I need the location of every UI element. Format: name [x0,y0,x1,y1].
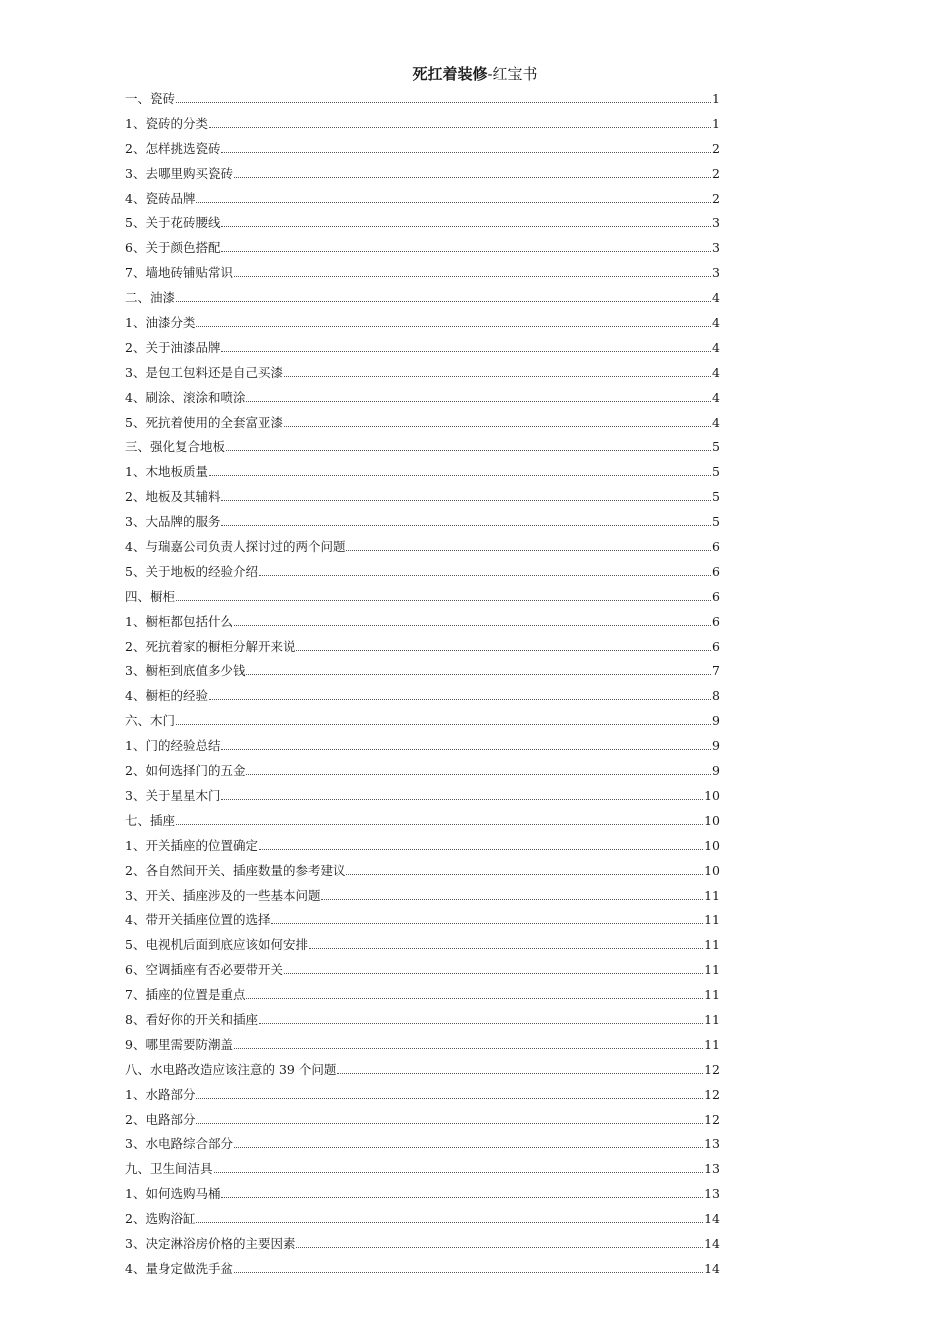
toc-entry-page-number: 13 [704,1161,720,1177]
toc-entry-page-number: 6 [712,539,720,555]
toc-entry-label: 2、各自然间开关、插座数量的参考建议 [125,862,346,878]
toc-entry[interactable] [125,785,720,810]
toc-dot-leader [221,499,711,501]
toc-entry[interactable] [125,909,720,934]
toc-entry[interactable] [125,113,720,138]
toc-entry-page-number: 4 [712,315,720,331]
toc-dot-leader [246,997,703,999]
toc-entry[interactable] [125,461,720,486]
toc-dot-leader [246,773,711,775]
toc-entry-page-number: 12 [704,1111,720,1127]
toc-entry[interactable] [125,287,720,312]
toc-entry[interactable] [125,984,720,1009]
toc-entry-label: 8、看好你的开关和插座 [125,1011,258,1027]
toc-entry-page-number: 5 [712,439,720,455]
toc-dot-leader [346,549,711,551]
toc-entry-label: 2、如何选择门的五金 [125,763,246,779]
toc-entry[interactable] [125,835,720,860]
toc-entry-page-number: 4 [712,339,720,355]
toc-entry-label: 3、去哪里购买瓷砖 [125,165,233,181]
toc-entry-page-number: 9 [712,738,720,754]
toc-entry-label: 3、是包工包料还是自己买漆 [125,364,283,380]
toc-entry-page-number: 11 [704,962,720,978]
toc-entry[interactable] [125,536,720,561]
toc-entry-page-number: 14 [704,1211,720,1227]
toc-entry-page-number: 6 [712,588,720,604]
toc-dot-leader [346,873,703,875]
toc-dot-leader [246,673,711,675]
toc-entry-label: 六、木门 [125,713,176,729]
toc-dot-leader [309,947,703,949]
toc-entry-label: 9、哪里需要防潮盖 [125,1036,233,1052]
toc-dot-leader [296,1246,703,1248]
toc-entry[interactable] [125,436,720,461]
toc-entry-label: 1、木地板质量 [125,464,208,480]
toc-entry-page-number: 2 [712,190,720,206]
toc-entry[interactable] [125,1109,720,1134]
toc-entry[interactable] [125,1034,720,1059]
toc-entry[interactable] [125,660,720,685]
toc-entry[interactable] [125,88,720,113]
toc-entry[interactable] [125,1059,720,1084]
toc-entry[interactable] [125,138,720,163]
toc-entry-label: 1、瓷砖的分类 [125,115,208,131]
toc-entry-page-number: 10 [704,862,720,878]
toc-entry-label: 1、门的经验总结 [125,738,221,754]
toc-entry-page-number: 11 [704,937,720,953]
toc-entry[interactable] [125,885,720,910]
toc-dot-leader [196,1097,703,1099]
toc-entry-label: 1、橱柜都包括什么 [125,613,233,629]
toc-entry-label: 5、关于花砖腰线 [125,215,221,231]
toc-entry-label: 4、橱柜的经验 [125,688,208,704]
toc-dot-leader [209,126,711,128]
toc-entry-label: 4、瓷砖品牌 [125,190,196,206]
toc-entry-label: 5、死抗着使用的全套富亚漆 [125,414,283,430]
toc-dot-leader [209,474,711,476]
toc-entry-label: 一、瓷砖 [125,91,176,106]
toc-dot-leader [176,823,703,825]
toc-entry[interactable] [125,312,720,337]
toc-entry[interactable] [125,362,720,387]
toc-entry-page-number: 2 [712,140,720,156]
toc-entry-label: 二、油漆 [125,290,176,306]
toc-entry[interactable] [125,1009,720,1034]
toc-entry-page-number: 14 [704,1260,720,1276]
toc-entry-page-number: 5 [712,489,720,505]
toc-entry-page-number: 11 [704,912,720,928]
toc-entry-label: 5、电视机后面到底应该如何安排 [125,937,308,953]
toc-entry[interactable] [125,561,720,586]
toc-entry[interactable] [125,636,720,661]
toc-entry[interactable] [125,1183,720,1208]
toc-entry-page-number: 4 [712,290,720,306]
toc-dot-leader [221,1196,703,1198]
toc-dot-leader [259,848,703,850]
toc-entry-label: 6、关于颜色搭配 [125,240,221,256]
toc-entry[interactable] [125,188,720,213]
toc-entry[interactable] [125,163,720,188]
toc-entry-label: 3、大品牌的服务 [125,514,221,530]
toc-entry-label: 3、开关、插座涉及的一些基本问题 [125,887,321,903]
toc-dot-leader [221,748,711,750]
toc-entry-label: 八、水电路改造应该注意的 39 个问题 [125,1061,337,1077]
toc-entry[interactable] [125,760,720,785]
toc-entry[interactable] [125,934,720,959]
toc-entry-page-number: 6 [712,613,720,629]
toc-dot-leader [196,325,711,327]
toc-dot-leader [234,1047,703,1049]
toc-entry-page-number: 9 [712,713,720,729]
toc-entry-label: 1、开关插座的位置确定 [125,837,258,853]
toc-dot-leader [234,1271,703,1273]
toc-entry-page-number: 10 [704,787,720,803]
toc-dot-leader [284,972,703,974]
toc-entry-page-number: 3 [712,265,720,281]
toc-entry-label: 3、决定淋浴房价格的主要因素 [125,1235,296,1251]
toc-dot-leader [259,1022,703,1024]
toc-entry-page-number: 4 [712,389,720,405]
toc-dot-leader [321,898,703,900]
toc-dot-leader [271,922,703,924]
toc-entry-page-number: 11 [704,987,720,1003]
toc-entry[interactable] [125,611,720,636]
toc-entry-page-number: 4 [712,414,720,430]
toc-dot-leader [296,649,711,651]
toc-entry[interactable] [125,511,720,536]
toc-entry-page-number: 9 [712,763,720,779]
toc-dot-leader [196,1122,703,1124]
toc-dot-leader [221,151,711,153]
toc-entry-page-number: 10 [704,812,720,828]
toc-entry[interactable] [125,860,720,885]
toc-dot-leader [234,176,711,178]
document-title-suffix: -红宝书 [487,65,538,83]
toc-entry-label: 3、水电路综合部分 [125,1136,233,1152]
toc-entry-label: 4、刷涂、滚涂和喷涂 [125,389,246,405]
toc-dot-leader [246,400,711,402]
toc-entry[interactable] [125,486,720,511]
toc-entry-page-number: 11 [704,1011,720,1027]
toc-dot-leader [234,1146,703,1148]
toc-entry-label: 5、关于地板的经验介绍 [125,563,258,579]
toc-entry-page-number: 5 [712,464,720,480]
toc-entry-label: 三、强化复合地板 [125,439,226,455]
toc-entry[interactable] [125,959,720,984]
toc-dot-leader [284,375,711,377]
toc-dot-leader [176,300,711,302]
toc-entry-page-number: 3 [712,215,720,231]
toc-entry[interactable] [125,1084,720,1109]
toc-entry[interactable] [125,685,720,710]
toc-entry-page-number: 6 [712,563,720,579]
toc-entry-page-number: 12 [704,1061,720,1077]
toc-entry-label: 7、墙地砖铺贴常识 [125,265,233,281]
toc-entry-label: 1、水路部分 [125,1086,196,1102]
toc-entry-page-number: 12 [704,1086,720,1102]
toc-dot-leader [176,599,711,601]
toc-entry-label: 1、油漆分类 [125,315,196,331]
toc-entry[interactable] [125,710,720,735]
toc-entry[interactable] [125,337,720,362]
toc-entry-label: 3、橱柜到底值多少钱 [125,663,246,679]
toc-dot-leader [176,723,711,725]
toc-entry-page-number: 4 [712,364,720,380]
toc-entry-page-number: 11 [704,887,720,903]
toc-entry[interactable] [125,1158,720,1183]
toc-entry-page-number: 5 [712,514,720,530]
toc-entry-label: 2、电路部分 [125,1111,196,1127]
toc-entry-label: 七、插座 [125,812,176,828]
document-title [0,64,950,84]
toc-entry-label: 4、量身定做洗手盆 [125,1260,233,1276]
toc-entry-label: 2、选购浴缸 [125,1211,196,1227]
toc-entry[interactable] [125,212,720,237]
toc-entry-label: 4、与瑞嘉公司负责人探讨过的两个问题 [125,539,346,555]
toc-dot-leader [221,250,711,252]
toc-entry-page-number: 8 [712,688,720,704]
toc-entry-label: 7、插座的位置是重点 [125,987,246,1003]
toc-entry-page-number: 11 [704,1036,720,1052]
toc-dot-leader [209,698,711,700]
toc-entry[interactable] [125,262,720,287]
toc-entry-page-number: 1 [712,91,720,106]
toc-entry-label: 6、空调插座有否必要带开关 [125,962,283,978]
toc-dot-leader [221,798,703,800]
toc-dot-leader [221,524,711,526]
toc-dot-leader [284,425,711,427]
toc-entry-page-number: 7 [712,663,720,679]
toc-dot-leader [196,201,711,203]
toc-entry-page-number: 13 [704,1186,720,1202]
toc-dot-leader [221,225,711,227]
toc-entry[interactable] [125,1258,720,1283]
toc-entry-page-number: 10 [704,837,720,853]
toc-dot-leader [196,1221,703,1223]
toc-entry-label: 3、关于星星木门 [125,787,221,803]
toc-dot-leader [176,101,711,103]
document-title-bold: 死扛着装修 [412,65,488,83]
toc-entry-label: 4、带开关插座位置的选择 [125,912,271,928]
toc-entry[interactable] [125,1208,720,1233]
toc-dot-leader [259,574,711,576]
toc-entry[interactable] [125,735,720,760]
toc-entry[interactable] [125,237,720,262]
toc-entry-label: 九、卫生间洁具 [125,1161,213,1177]
toc-entry-label: 2、怎样挑选瓷砖 [125,140,221,156]
toc-entry-page-number: 14 [704,1235,720,1251]
toc-entry[interactable] [125,1233,720,1258]
toc-entry-page-number: 1 [712,115,720,131]
toc-dot-leader [337,1072,703,1074]
toc-dot-leader [221,350,711,352]
toc-entry[interactable] [125,810,720,835]
toc-dot-leader [214,1171,704,1173]
toc-dot-leader [234,275,711,277]
toc-dot-leader [226,449,711,451]
toc-entry-label: 2、地板及其辅料 [125,489,221,505]
toc-entry-label: 1、如何选购马桶 [125,1186,221,1202]
toc-entry[interactable] [125,586,720,611]
toc-entry-page-number: 2 [712,165,720,181]
toc-entry[interactable] [125,1133,720,1158]
toc-entry-page-number: 6 [712,638,720,654]
table-of-contents [125,88,720,1283]
toc-entry-label: 2、死抗着家的橱柜分解开来说 [125,638,296,654]
toc-entry[interactable] [125,387,720,412]
toc-entry-page-number: 3 [712,240,720,256]
toc-entry-label: 2、关于油漆品牌 [125,339,221,355]
toc-dot-leader [234,624,711,626]
toc-entry[interactable] [125,412,720,437]
toc-entry-label: 四、橱柜 [125,588,176,604]
toc-entry-page-number: 13 [704,1136,720,1152]
